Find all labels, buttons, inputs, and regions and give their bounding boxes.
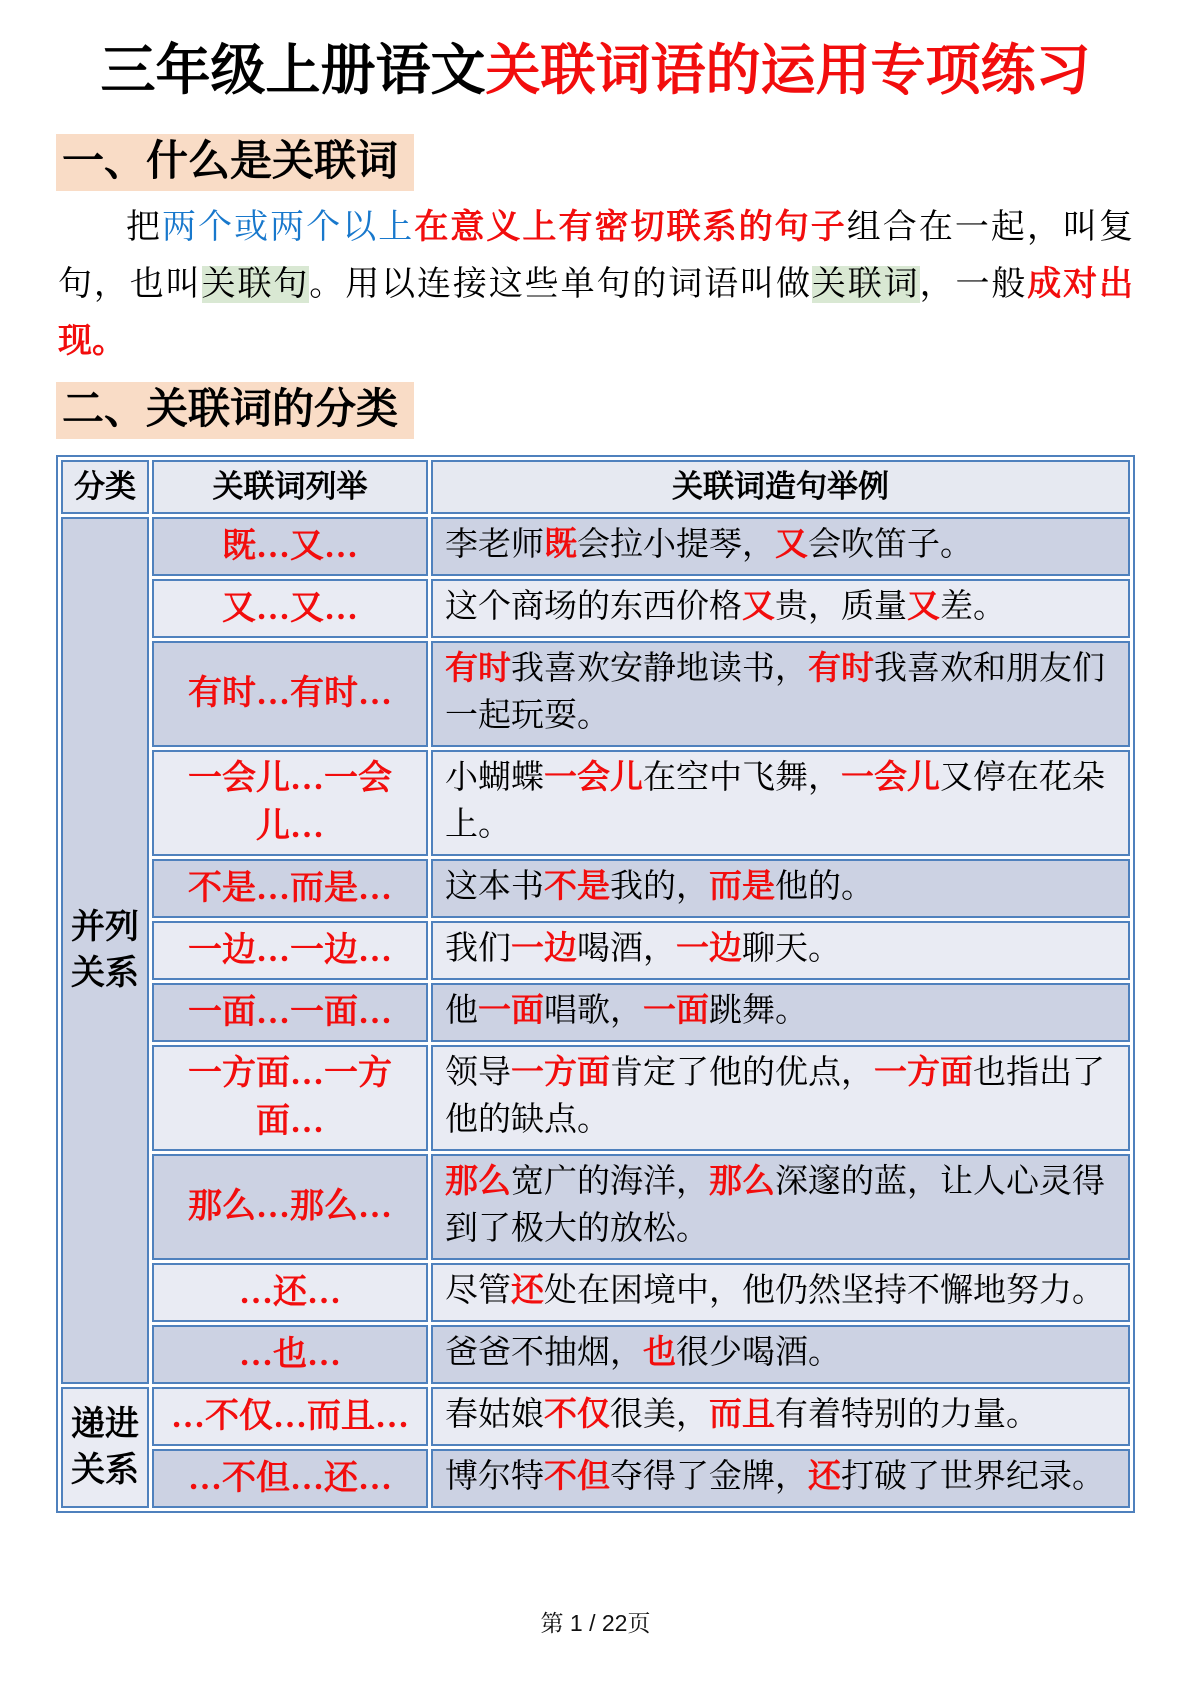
conjunction-cell: 一会儿…一会儿… bbox=[152, 750, 428, 856]
example-segment: 春姑娘 bbox=[445, 1397, 544, 1433]
example-segment: 打破了世界纪录。 bbox=[841, 1459, 1105, 1495]
category-cell: 并列关系 bbox=[61, 517, 149, 1384]
intro-text-segment: ，一般 bbox=[919, 266, 1028, 303]
example-sentence-cell bbox=[431, 1045, 1130, 1151]
example-segment-highlighted: 有时 bbox=[445, 651, 511, 687]
header-conjunction-list: 关联词列举 bbox=[152, 460, 428, 514]
table-row bbox=[61, 921, 1130, 980]
example-segment-highlighted: 一方面 bbox=[874, 1055, 973, 1091]
conjunction-cell: …也… bbox=[152, 1325, 428, 1384]
example-sentence-cell bbox=[431, 1154, 1130, 1260]
intro-text-segment-highlighted: 成对出现。 bbox=[58, 266, 1134, 360]
table-row bbox=[61, 517, 1130, 576]
example-segment: 他的。 bbox=[775, 869, 874, 905]
header-example-sentence: 关联词造句举例 bbox=[431, 460, 1130, 514]
section-2-heading: 二、关联词的分类 bbox=[56, 382, 414, 439]
table-body bbox=[61, 517, 1130, 1508]
example-segment: 聊天。 bbox=[742, 931, 841, 967]
example-segment: 小蝴蝶 bbox=[445, 760, 544, 796]
example-segment: 也指出了他的缺点。 bbox=[445, 1055, 1105, 1138]
example-segment-highlighted: 一会儿 bbox=[544, 760, 643, 796]
example-segment: 会拉小提琴， bbox=[577, 527, 775, 563]
table-row bbox=[61, 1449, 1130, 1508]
conjunction-cell: …不仅…而且… bbox=[152, 1387, 428, 1446]
table-row bbox=[61, 641, 1130, 747]
example-segment-highlighted: 也 bbox=[643, 1335, 676, 1371]
intro-text-segment: 。用以连接这些单句的词语叫做 bbox=[309, 266, 812, 303]
example-segment: 肯定了他的优点， bbox=[610, 1055, 874, 1091]
example-segment-highlighted: 一边 bbox=[511, 931, 577, 967]
conjunction-cell: 又…又… bbox=[152, 579, 428, 638]
example-segment: 夺得了金牌， bbox=[610, 1459, 808, 1495]
example-segment: 又停在花朵上。 bbox=[445, 760, 1105, 843]
example-segment: 很少喝酒。 bbox=[676, 1335, 841, 1371]
table-row bbox=[61, 1263, 1130, 1322]
example-sentence-cell bbox=[431, 1387, 1130, 1446]
example-segment: 宽广的海洋， bbox=[511, 1164, 709, 1200]
example-segment: 跳舞。 bbox=[709, 993, 808, 1029]
example-segment: 喝酒， bbox=[577, 931, 676, 967]
page-title-red-part: 关联词语的运用专项练习 bbox=[485, 40, 1091, 101]
table-row bbox=[61, 983, 1130, 1042]
intro-text-segment: 把 bbox=[126, 209, 163, 246]
example-sentence-cell bbox=[431, 859, 1130, 918]
intro-paragraph bbox=[58, 199, 1133, 370]
example-segment: 爸爸不抽烟， bbox=[445, 1335, 643, 1371]
category-cell: 递进关系 bbox=[61, 1387, 149, 1508]
example-segment: 博尔特 bbox=[445, 1459, 544, 1495]
intro-text-segment: 关联句 bbox=[201, 266, 310, 303]
example-segment-highlighted: 而是 bbox=[709, 869, 775, 905]
table-row bbox=[61, 1045, 1130, 1151]
example-segment-highlighted: 还 bbox=[511, 1273, 544, 1309]
example-segment: 领导 bbox=[445, 1055, 511, 1091]
example-segment-highlighted: 又 bbox=[742, 589, 775, 625]
example-segment-highlighted: 既 bbox=[544, 527, 577, 563]
example-segment: 我喜欢和朋友们一起玩耍。 bbox=[445, 651, 1105, 734]
example-sentence-cell bbox=[431, 921, 1130, 980]
example-segment-highlighted: 不是 bbox=[544, 869, 610, 905]
example-sentence-cell bbox=[431, 517, 1130, 576]
page-title-black-part: 三年级上册语文 bbox=[100, 40, 486, 101]
intro-text-segment: 关联词 bbox=[811, 266, 920, 303]
table-row bbox=[61, 1325, 1130, 1384]
example-segment-highlighted: 又 bbox=[907, 589, 940, 625]
conjunction-cell: 既…又… bbox=[152, 517, 428, 576]
example-segment-highlighted: 不仅 bbox=[544, 1397, 610, 1433]
conjunction-cell: 一面…一面… bbox=[152, 983, 428, 1042]
section-1 bbox=[56, 134, 1135, 191]
example-segment: 处在困境中，他仍然坚持不懈地努力。 bbox=[544, 1273, 1105, 1309]
example-segment-highlighted: 一面 bbox=[643, 993, 709, 1029]
example-sentence-cell bbox=[431, 1449, 1130, 1508]
section-2 bbox=[56, 382, 1135, 439]
example-segment-highlighted: 而且 bbox=[709, 1397, 775, 1433]
example-segment: 会吹笛子。 bbox=[808, 527, 973, 563]
example-segment-highlighted: 一边 bbox=[676, 931, 742, 967]
example-sentence-cell bbox=[431, 983, 1130, 1042]
example-segment: 尽管 bbox=[445, 1273, 511, 1309]
table-row bbox=[61, 750, 1130, 856]
example-segment: 有着特别的力量。 bbox=[775, 1397, 1039, 1433]
conjunction-cell: 那么…那么… bbox=[152, 1154, 428, 1260]
intro-text-segment-highlighted: 在意义上有密切联系的句子 bbox=[414, 209, 847, 246]
example-segment-highlighted: 有时 bbox=[808, 651, 874, 687]
conjunction-cell: …不但…还… bbox=[152, 1449, 428, 1508]
table-head bbox=[61, 460, 1130, 514]
example-sentence-cell bbox=[431, 1325, 1130, 1384]
example-sentence-cell bbox=[431, 1263, 1130, 1322]
table-row bbox=[61, 859, 1130, 918]
table-header-row bbox=[61, 460, 1130, 514]
example-segment-highlighted: 还 bbox=[808, 1459, 841, 1495]
example-sentence-cell bbox=[431, 750, 1130, 856]
example-segment: 这本书 bbox=[445, 869, 544, 905]
example-segment: 他 bbox=[445, 993, 478, 1029]
example-segment-highlighted: 一方面 bbox=[511, 1055, 610, 1091]
conjunction-cell: …还… bbox=[152, 1263, 428, 1322]
conjunction-cell: 有时…有时… bbox=[152, 641, 428, 747]
example-segment: 在空中飞舞， bbox=[643, 760, 841, 796]
classification-table bbox=[56, 455, 1135, 1513]
example-segment: 深邃的蓝，让人心灵得到了极大的放松。 bbox=[445, 1164, 1105, 1247]
table-row bbox=[61, 579, 1130, 638]
example-segment: 差。 bbox=[940, 589, 1006, 625]
header-category: 分类 bbox=[61, 460, 149, 514]
example-sentence-cell bbox=[431, 641, 1130, 747]
example-segment-highlighted: 一会儿 bbox=[841, 760, 940, 796]
conjunction-cell: 一方面…一方面… bbox=[152, 1045, 428, 1151]
conjunction-cell: 一边…一边… bbox=[152, 921, 428, 980]
table-row bbox=[61, 1154, 1130, 1260]
page-title bbox=[56, 38, 1135, 104]
example-segment: 很美， bbox=[610, 1397, 709, 1433]
example-segment-highlighted: 不但 bbox=[544, 1459, 610, 1495]
example-segment: 贵，质量 bbox=[775, 589, 907, 625]
example-segment: 唱歌， bbox=[544, 993, 643, 1029]
example-segment: 我的， bbox=[610, 869, 709, 905]
example-segment: 我们 bbox=[445, 931, 511, 967]
example-segment-highlighted: 一面 bbox=[478, 993, 544, 1029]
example-segment-highlighted: 那么 bbox=[445, 1164, 511, 1200]
example-segment: 我喜欢安静地读书， bbox=[511, 651, 808, 687]
example-segment-highlighted: 又 bbox=[775, 527, 808, 563]
conjunction-cell: 不是…而是… bbox=[152, 859, 428, 918]
example-segment-highlighted: 那么 bbox=[709, 1164, 775, 1200]
intro-text-segment: 组合在一起，叫复句，也叫 bbox=[58, 209, 1134, 303]
table-row bbox=[61, 1387, 1130, 1446]
example-sentence-cell bbox=[431, 579, 1130, 638]
example-segment: 这个商场的东西价格 bbox=[445, 589, 742, 625]
example-segment: 李老师 bbox=[445, 527, 544, 563]
section-1-heading: 一、什么是关联词 bbox=[56, 134, 414, 191]
page-number-indicator: 第 1 / 22页 bbox=[540, 1610, 651, 1636]
intro-text-segment: 两个或两个以上 bbox=[162, 209, 415, 246]
